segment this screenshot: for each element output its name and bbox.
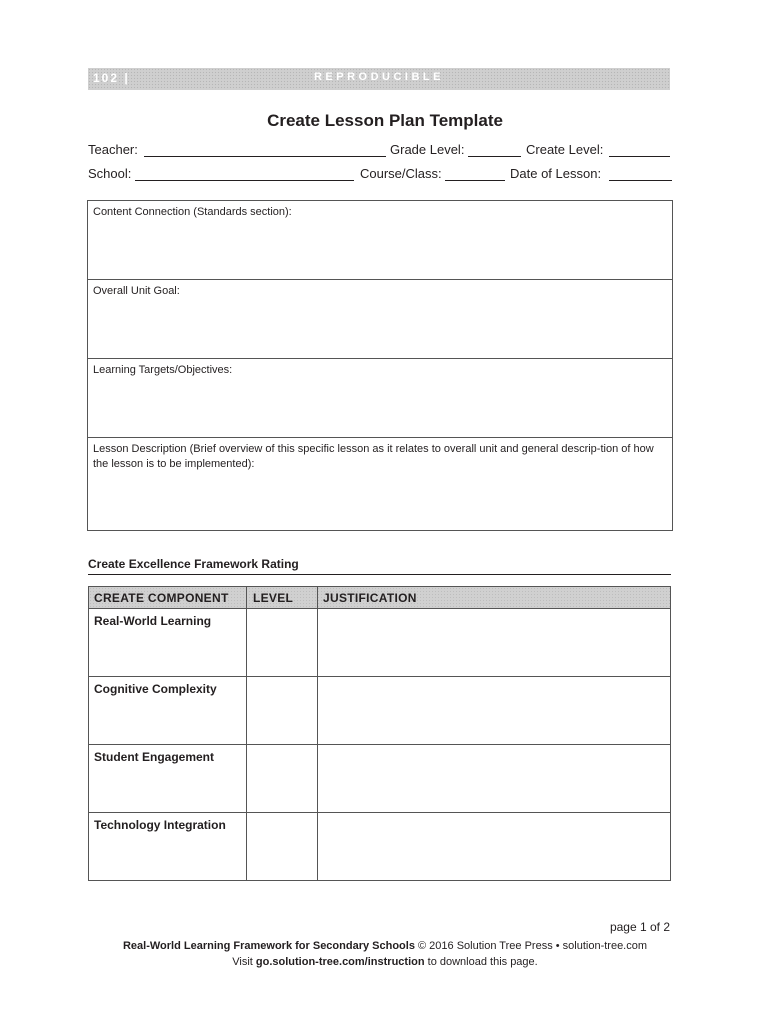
row-label: Student Engagement xyxy=(94,750,215,764)
rating-heading: Create Excellence Framework Rating xyxy=(88,557,299,571)
footer-download xyxy=(0,956,770,968)
lesson-description-label: Lesson Description (Brief overview of this specific lesson as it relates to overall unit and general descrip-tion of how the lesson is to be implemented): xyxy=(93,443,654,470)
row-label: Cognitive Complexity xyxy=(94,682,217,696)
table-row[interactable] xyxy=(89,609,670,677)
school-label: School: xyxy=(88,166,132,181)
column-header-justification: JUSTIFICATION xyxy=(323,591,417,605)
column-header-level: LEVEL xyxy=(253,591,294,605)
rating-table xyxy=(88,586,671,881)
create-level-label: Create Level: xyxy=(526,142,604,157)
heading-rule xyxy=(88,574,671,575)
content-connection-label: Content Connection (Standards section): xyxy=(93,206,292,218)
grade-level-label: Grade Level: xyxy=(390,142,465,157)
book-title: Real-World Learning Framework for Secondary Schools xyxy=(122,940,415,952)
overall-unit-goal-label: Overall Unit Goal: xyxy=(93,285,180,297)
teacher-row xyxy=(88,142,672,160)
teacher-field[interactable] xyxy=(144,156,386,157)
table-header xyxy=(89,587,670,609)
visit-prefix: Visit xyxy=(232,956,256,968)
download-link[interactable]: go.solution-tree.com/instruction xyxy=(255,956,425,968)
page-indicator: page 1 of 2 xyxy=(609,920,670,934)
copyright-text: © 2016 Solution Tree Press • solution-tree.com xyxy=(414,940,648,952)
table-row[interactable] xyxy=(89,745,670,813)
row-label: Real-World Learning xyxy=(94,614,212,628)
learning-targets-label: Learning Targets/Objectives: xyxy=(93,364,233,376)
lesson-description-section[interactable] xyxy=(88,438,672,530)
lesson-info-box xyxy=(87,200,673,531)
learning-targets-section[interactable] xyxy=(88,359,672,438)
create-level-field[interactable] xyxy=(609,156,670,157)
visit-suffix: to download this page. xyxy=(424,956,538,968)
school-field[interactable] xyxy=(135,180,354,181)
course-class-field[interactable] xyxy=(445,180,505,181)
reproducible-banner xyxy=(88,68,670,90)
footer-credit xyxy=(0,940,770,952)
table-row[interactable] xyxy=(89,677,670,745)
content-connection-section[interactable] xyxy=(88,201,672,280)
school-row xyxy=(88,166,672,184)
page-title: Create Lesson Plan Template xyxy=(267,111,503,130)
table-row[interactable] xyxy=(89,813,670,880)
page-number: 102 | xyxy=(93,71,130,85)
date-of-lesson-field[interactable] xyxy=(609,180,672,181)
course-class-label: Course/Class: xyxy=(360,166,442,181)
date-of-lesson-label: Date of Lesson: xyxy=(510,166,602,181)
banner-label: REPRODUCIBLE xyxy=(313,71,444,83)
overall-unit-goal-section[interactable] xyxy=(88,280,672,359)
row-label: Technology Integration xyxy=(94,818,226,832)
column-header-component: CREATE COMPONENT xyxy=(94,591,229,605)
teacher-label: Teacher: xyxy=(88,142,138,157)
grade-level-field[interactable] xyxy=(468,156,521,157)
